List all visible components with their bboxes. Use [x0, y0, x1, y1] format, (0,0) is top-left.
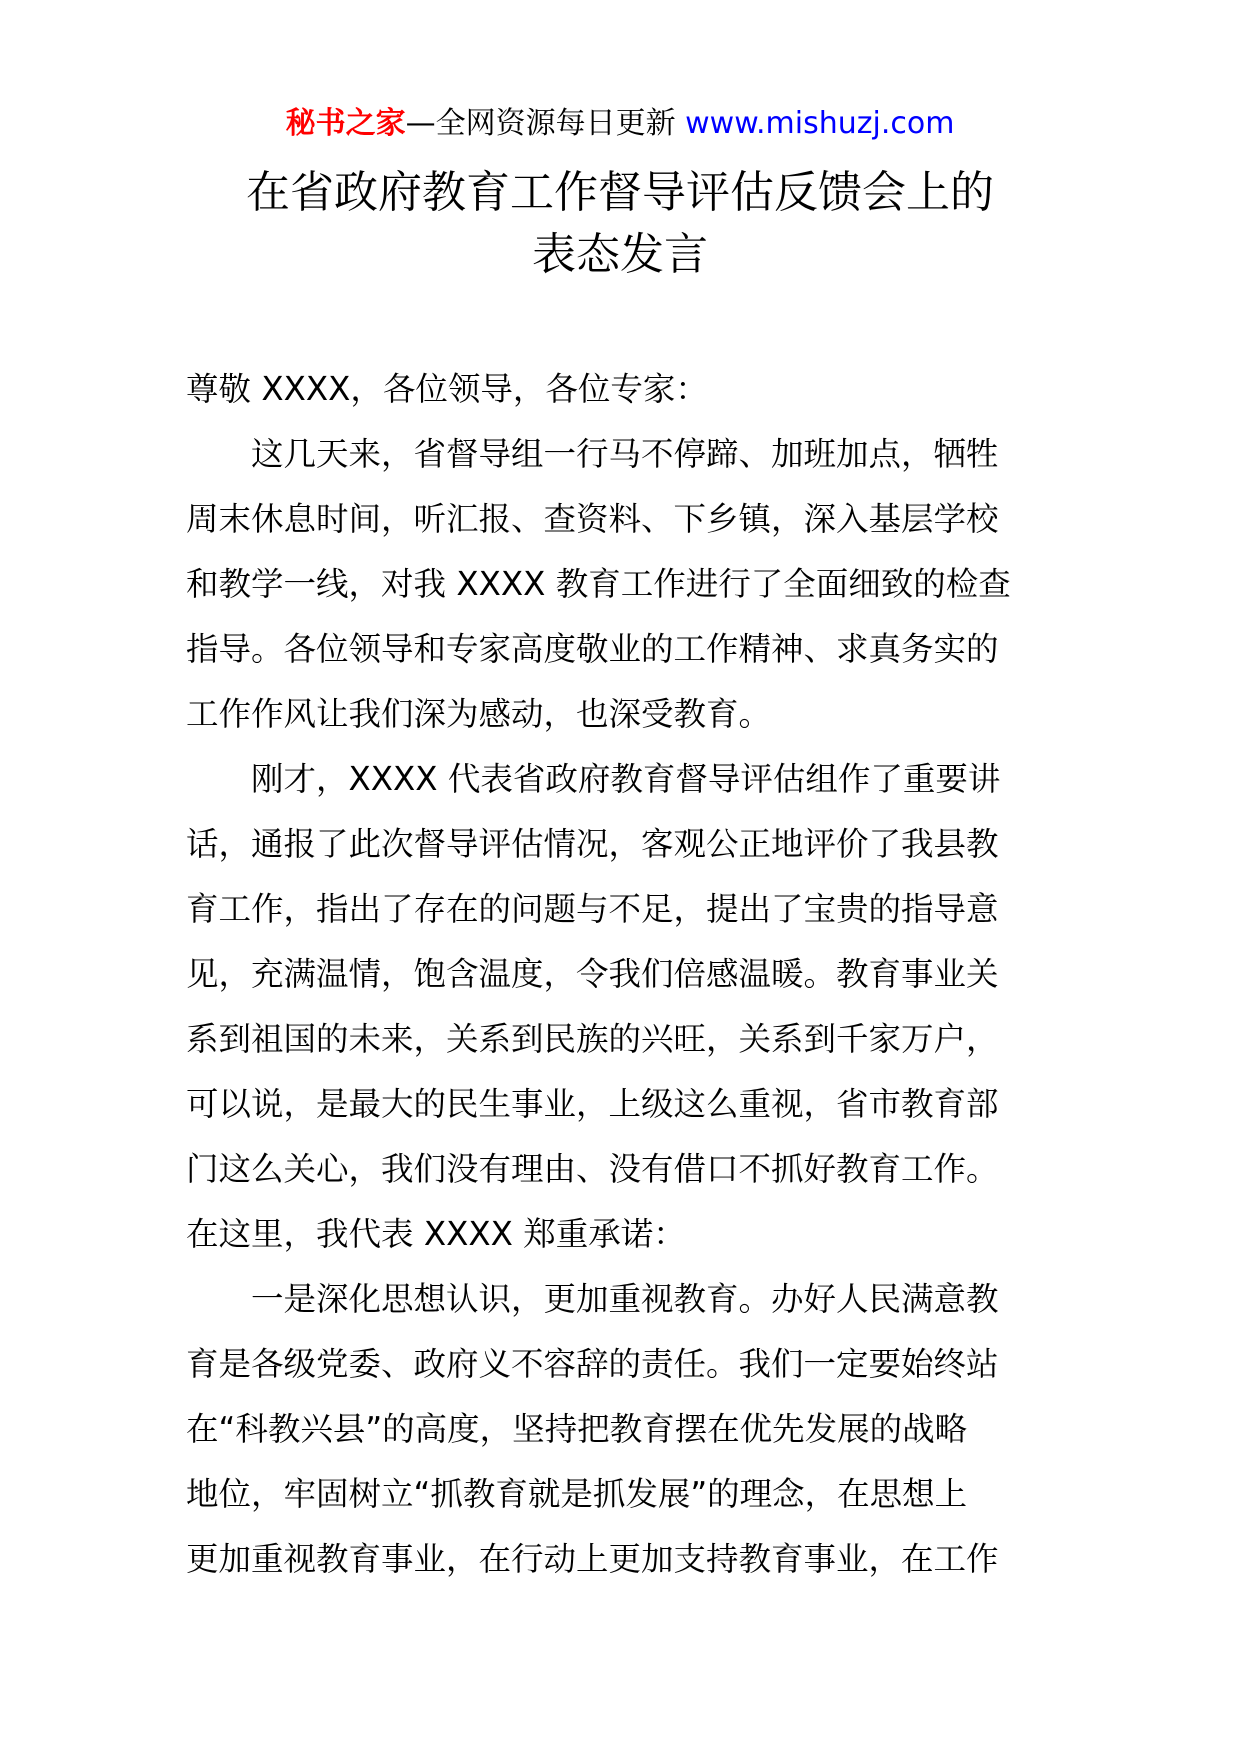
body-line: 见，充满温情，饱含温度，令我们倍感温暖。教育事业关 [186, 955, 999, 993]
document-body [186, 357, 1056, 1592]
title-line-2: 表态发言 [532, 229, 708, 280]
site-tagline: —全网资源每日更新 [405, 106, 686, 141]
body-line: 在“科教兴县”的高度，坚持把教育摆在优先发展的战略 [186, 1410, 968, 1448]
body-line: 一是深化思想认识，更加重视教育。办好人民满意教 [251, 1280, 999, 1318]
body-line: 这几天来，省督导组一行马不停蹄、加班加点，牺牲 [251, 435, 999, 473]
body-line: 工作作风让我们深为感动，也深受教育。 [186, 695, 772, 733]
body-line: 刚才，XXXX 代表省政府教育督导评估组作了重要讲 [251, 760, 1001, 798]
site-header [0, 104, 1240, 144]
body-line: 话，通报了此次督导评估情况，客观公正地评价了我县教 [186, 825, 999, 863]
body-line: 育是各级党委、政府义不容辞的责任。我们一定要始终站 [186, 1345, 999, 1383]
body-line: 更加重视教育事业，在行动上更加支持教育事业，在工作 [186, 1540, 999, 1578]
site-url-link[interactable]: www.mishuzj.com [685, 106, 955, 141]
body-line: 和教学一线，对我 XXXX 教育工作进行了全面细致的检查 [186, 565, 1011, 603]
body-line: 指导。各位领导和专家高度敬业的工作精神、求真务实的 [186, 630, 999, 668]
body-line: 地位，牢固树立“抓教育就是抓发展”的理念，在思想上 [186, 1475, 968, 1513]
body-line: 门这么关心，我们没有理由、没有借口不抓好教育工作。 [186, 1150, 999, 1188]
title-line-1: 在省政府教育工作督导评估反馈会上的 [246, 167, 994, 218]
body-line: 可以说，是最大的民生事业，上级这么重视，省市教育部 [186, 1085, 999, 1123]
salutation: 尊敬 XXXX，各位领导，各位专家： [186, 370, 708, 408]
body-line: 系到祖国的未来，关系到民族的兴旺，关系到千家万户， [186, 1020, 999, 1058]
body-line: 在这里，我代表 XXXX 郑重承诺： [186, 1215, 686, 1253]
body-line: 育工作，指出了存在的问题与不足，提出了宝贵的指导意 [186, 890, 999, 928]
document-title [0, 162, 1240, 286]
site-brand: 秘书之家 [285, 106, 406, 141]
body-line: 周末休息时间，听汇报、查资料、下乡镇，深入基层学校 [186, 500, 999, 538]
